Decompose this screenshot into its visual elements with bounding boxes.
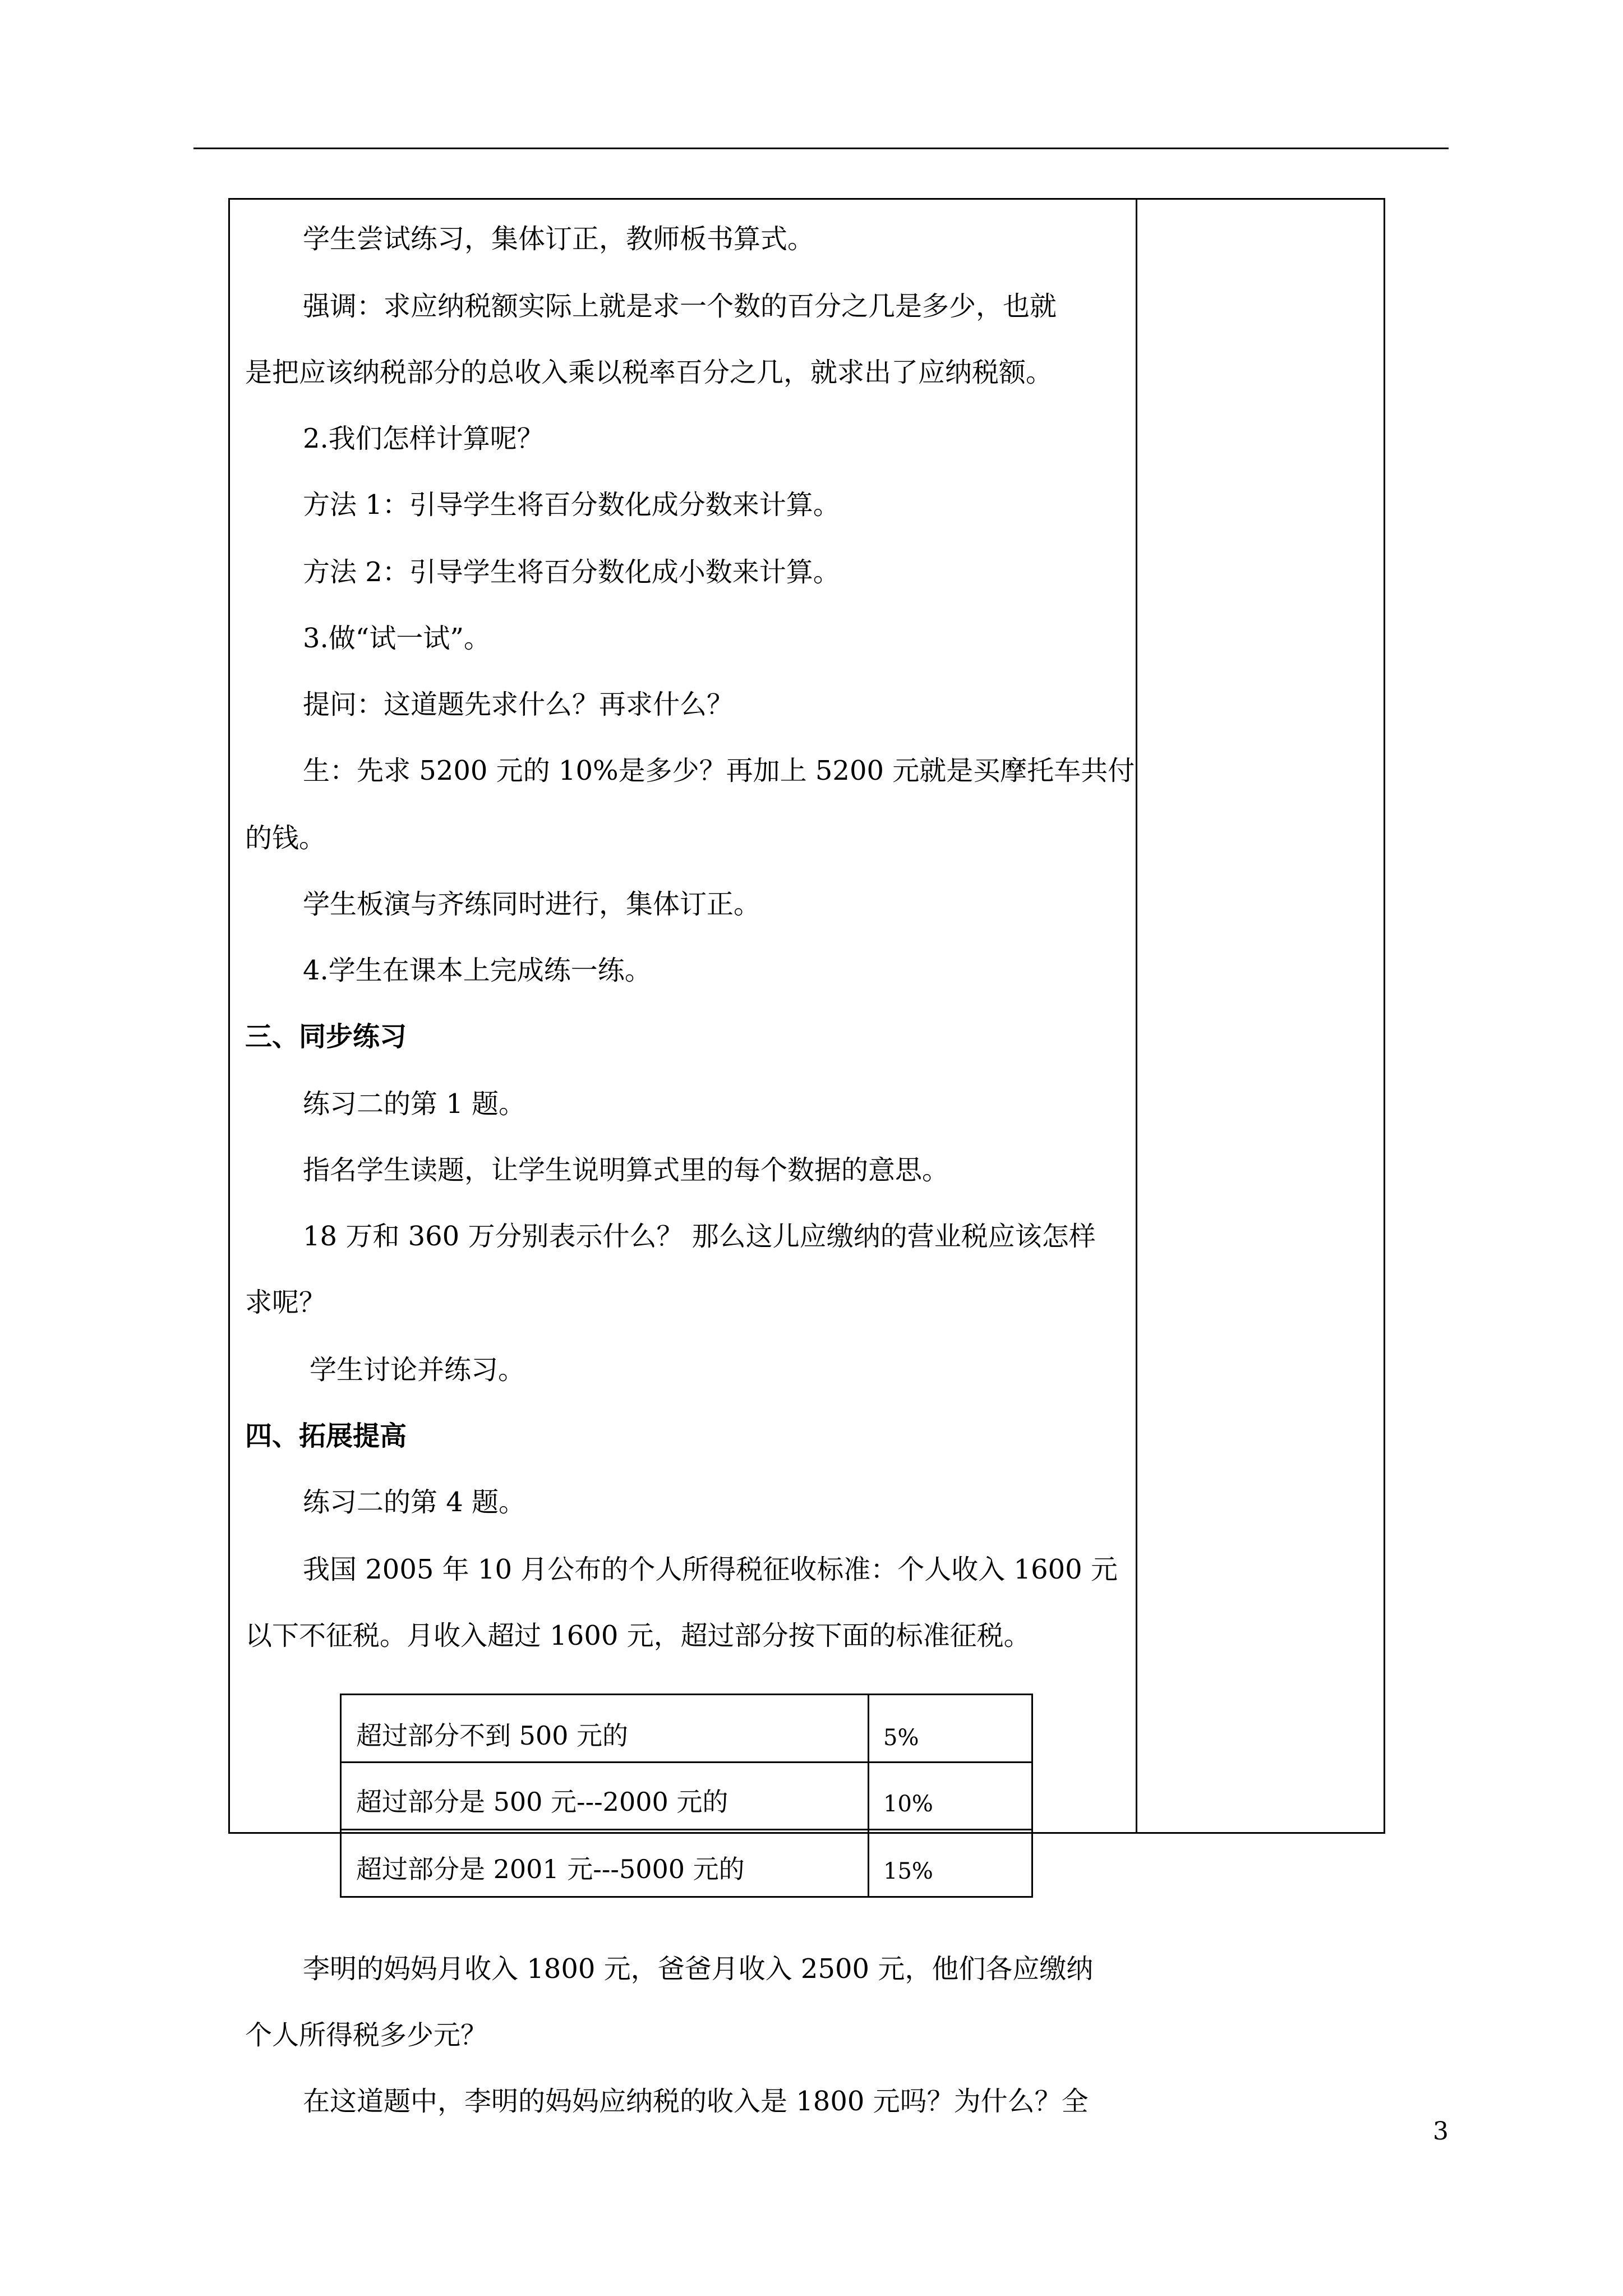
paragraph: 提问：这道题先求什么？再求什么？ <box>303 689 734 720</box>
section-heading: 四、拓展提高 <box>245 1420 407 1452</box>
tax-rate-cell: 5% <box>883 1725 919 1751</box>
tax-rate-table <box>340 1694 1033 1898</box>
tax-rate-cell: 10% <box>883 1791 933 1817</box>
column-divider <box>1136 200 1137 1832</box>
paragraph: 2.我们怎样计算呢？ <box>303 423 544 454</box>
paragraph: 李明的妈妈月收入 1800 元，爸爸月收入 2500 元，他们各应缴纳 <box>303 1953 1094 1985</box>
tax-table-divider <box>868 1695 869 1896</box>
paragraph: 是把应该纳税部分的总收入乘以税率百分之几，就求出了应纳税额。 <box>245 357 1053 388</box>
lesson-content <box>230 200 1136 2117</box>
paragraph: 3.做“试一试”。 <box>303 623 491 654</box>
tax-range-cell: 超过部分不到 500 元的 <box>356 1720 629 1751</box>
header-rule <box>193 148 1449 149</box>
paragraph: 我国 2005 年 10 月公布的个人所得税征收标准：个人收入 1600 元 <box>303 1554 1118 1585</box>
paragraph: 方法 2：引导学生将百分数化成小数来计算。 <box>303 556 840 588</box>
tax-table-rule <box>342 1829 1031 1830</box>
paragraph: 以下不征税。月收入超过 1600 元，超过部分按下面的标准征税。 <box>245 1620 1031 1651</box>
tax-range-cell: 超过部分是 2001 元---5000 元的 <box>356 1854 745 1884</box>
paragraph: 求呢？ <box>245 1287 326 1318</box>
paragraph: 个人所得税多少元？ <box>245 2019 488 2051</box>
paragraph: 4.学生在课本上完成练一练。 <box>303 955 652 986</box>
lesson-table <box>228 198 1385 2117</box>
paragraph: 在这道题中，李明的妈妈应纳税的收入是 1800 元吗？为什么？全 <box>303 2086 1089 2117</box>
page-number: 3 <box>1433 2117 1449 2146</box>
paragraph: 学生讨论并练习。 <box>310 1354 525 1386</box>
paragraph: 学生尝试练习，集体订正，教师板书算式。 <box>303 223 815 255</box>
tax-rate-cell: 15% <box>883 1858 933 1884</box>
paragraph: 18 万和 360 万分别表示什么？ 那么这儿应缴纳的营业税应该怎样 <box>303 1221 1096 1252</box>
tax-table-rule <box>342 1761 1031 1763</box>
tax-range-cell: 超过部分是 500 元---2000 元的 <box>356 1787 728 1817</box>
paragraph: 练习二的第 4 题。 <box>303 1487 526 1518</box>
paragraph: 生：先求 5200 元的 10%是多少？再加上 5200 元就是买摩托车共付 <box>303 755 1135 786</box>
paragraph: 方法 1：引导学生将百分数化成分数来计算。 <box>303 489 840 521</box>
paragraph: 学生板演与齐练同时进行，集体订正。 <box>303 889 761 920</box>
paragraph: 指名学生读题，让学生说明算式里的每个数据的意思。 <box>303 1154 949 1186</box>
paragraph: 练习二的第 1 题。 <box>303 1088 526 1120</box>
paragraph: 强调：求应纳税额实际上就是求一个数的百分之几是多少，也就 <box>303 291 1057 322</box>
paragraph: 的钱。 <box>245 822 326 854</box>
section-heading: 三、同步练习 <box>245 1021 407 1052</box>
